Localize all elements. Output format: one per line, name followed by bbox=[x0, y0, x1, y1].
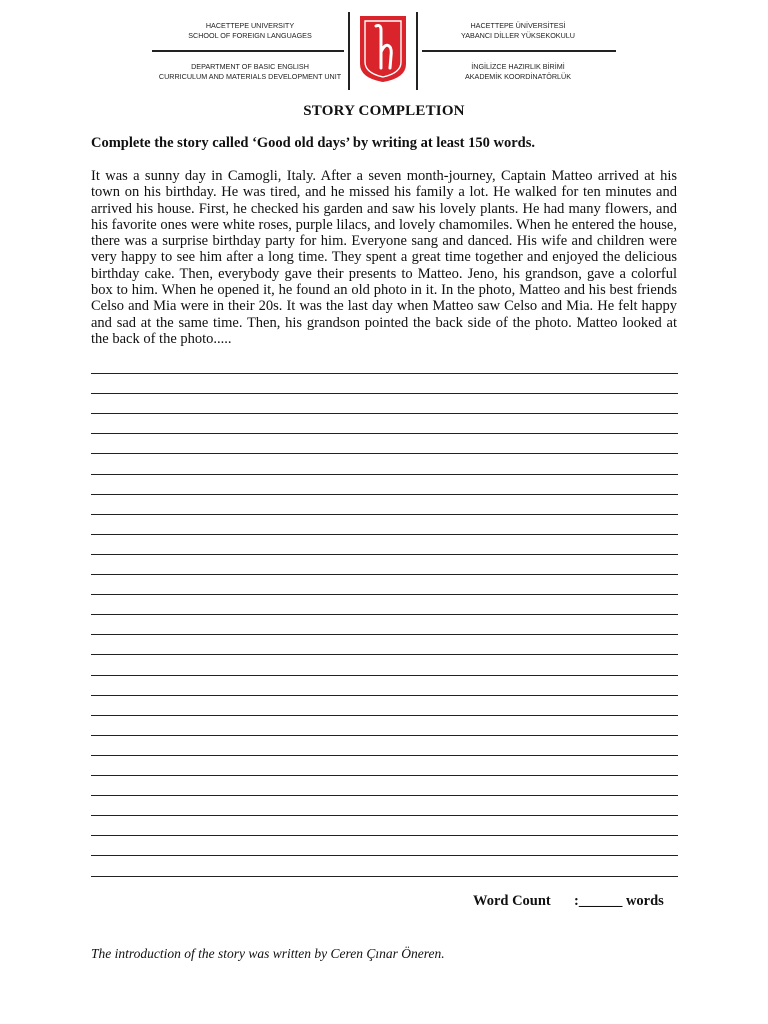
unit-name-tr: AKADEMİK KOORDİNATÖRLÜK bbox=[464, 72, 572, 81]
writing-line[interactable] bbox=[91, 574, 678, 575]
header-rule-left bbox=[152, 50, 344, 52]
header-left-bottom bbox=[150, 62, 350, 82]
writing-line[interactable] bbox=[91, 614, 678, 615]
school-name-tr: YABANCI DİLLER YÜKSEKOKULU bbox=[461, 31, 575, 40]
writing-line[interactable] bbox=[91, 695, 678, 696]
header-rule-right bbox=[422, 50, 616, 52]
writing-line[interactable] bbox=[91, 835, 678, 836]
writing-line[interactable] bbox=[91, 876, 678, 877]
university-name-tr: HACETTEPE ÜNİVERSİTESİ bbox=[470, 21, 566, 30]
task-instruction: Complete the story called ‘Good old days’ by writing at least 150 words. bbox=[91, 135, 535, 151]
writing-line[interactable] bbox=[91, 755, 678, 756]
university-logo bbox=[356, 12, 410, 84]
story-introduction: It was a sunny day in Camogli, Italy. After a seven month-journey, Captain Matteo arrived at his town on his birthday. He was tired, and he missed his family a lot. He walked for ten minutes and arrived his house. First, he checked his garden and saw his lovely plants. He had many flowers, and his favorite ones were white roses, purple lilacs, and lovely chamomiles. When he entered the house, there was a surprise birthday party for him. Everyone sang and danced. His wife and children were very happy to see him after a long time. They spent a great time together and enjoyed the delicious birthday cake. Then, everybody gave their presents to Matteo. Jeno, his grandson, gave a colorful box to him. When he opened it, he found an old photo in it. In the photo, Matteo and his best friends Celso and Mia were in their 20s. It was the last day when Matteo saw Celso and Mia. He felt happy and sad at the same time. Then, his grandson pointed the back side of the photo. Matteo looked at the back of the photo..... bbox=[91, 168, 677, 347]
writing-line[interactable] bbox=[91, 735, 678, 736]
word-count-label: Word Count bbox=[473, 893, 551, 909]
university-name-en: HACETTEPE UNIVERSITY bbox=[205, 21, 295, 30]
school-name-en: SCHOOL OF FOREIGN LANGUAGES bbox=[188, 31, 312, 40]
writing-line[interactable] bbox=[91, 453, 678, 454]
writing-line[interactable] bbox=[91, 373, 678, 374]
department-name-tr: İNGİLİZCE HAZIRLIK BİRİMİ bbox=[471, 62, 565, 71]
header-right-bottom bbox=[418, 62, 618, 82]
writing-line[interactable] bbox=[91, 514, 678, 515]
department-name-en: DEPARTMENT OF BASIC ENGLISH bbox=[191, 62, 309, 71]
writing-line[interactable] bbox=[91, 433, 678, 434]
writing-line[interactable] bbox=[91, 855, 678, 856]
unit-name-en: CURRICULUM AND MATERIALS DEVELOPMENT UNIT bbox=[158, 72, 342, 81]
writing-line[interactable] bbox=[91, 795, 678, 796]
writing-line[interactable] bbox=[91, 634, 678, 635]
author-credit: The introduction of the story was written by Ceren Çınar Öneren. bbox=[91, 946, 445, 961]
writing-line[interactable] bbox=[91, 675, 678, 676]
writing-line[interactable] bbox=[91, 474, 678, 475]
writing-line[interactable] bbox=[91, 654, 678, 655]
writing-line[interactable] bbox=[91, 494, 678, 495]
document-header bbox=[0, 0, 768, 96]
writing-line[interactable] bbox=[91, 594, 678, 595]
writing-line[interactable] bbox=[91, 413, 678, 414]
header-right-top bbox=[418, 21, 618, 41]
header-left-top bbox=[150, 21, 350, 41]
page-title: STORY COMPLETION bbox=[303, 103, 465, 119]
writing-line[interactable] bbox=[91, 715, 678, 716]
writing-line[interactable] bbox=[91, 815, 678, 816]
writing-line[interactable] bbox=[91, 393, 678, 394]
writing-line[interactable] bbox=[91, 554, 678, 555]
writing-line[interactable] bbox=[91, 775, 678, 776]
word-count-field[interactable]: :______ words bbox=[574, 893, 664, 909]
writing-line[interactable] bbox=[91, 534, 678, 535]
